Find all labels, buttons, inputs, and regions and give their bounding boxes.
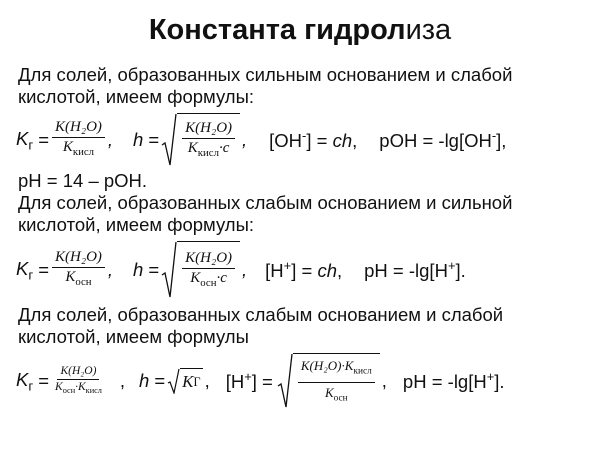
fraction-denominator: $K_{осн}\cdot K_{кисл}$ (55, 381, 102, 395)
sqrt-fraction (182, 120, 235, 162)
comma: , (381, 370, 387, 391)
oh-expression: [OH-] = ch, (269, 127, 358, 152)
sqrt-expression (161, 113, 240, 167)
equals-sign: = (38, 370, 50, 391)
kg-fraction (52, 249, 105, 291)
fraction-numerator: K(H₂O) (52, 249, 105, 268)
equals-sign: = (148, 259, 160, 280)
radical-sign-icon (161, 241, 177, 299)
h-symbol: h (133, 129, 144, 150)
section2-text-line1: Для солей, образованных слабым основанием и сильной (18, 192, 513, 213)
sqrt-expression (161, 241, 240, 299)
sqrt-fraction (298, 357, 375, 407)
comma: , (242, 259, 248, 280)
comma: , (107, 129, 114, 150)
poh-expression: pOH = -lg[OH-], (379, 127, 507, 152)
h-symbol: h (133, 259, 144, 280)
kg-fraction (52, 119, 105, 161)
sqrt-kg: K Г (167, 368, 202, 394)
slide-title (0, 12, 600, 48)
equals-sign: = (148, 129, 160, 150)
sqrt-numerator: K(H₂O) (182, 250, 235, 269)
title-bold-part: Константа гидрол (148, 14, 406, 46)
radical-sign-icon (277, 353, 293, 409)
equals-sign: = (38, 259, 50, 280)
ph-expression: pH = -lg[H+]. (364, 257, 466, 282)
comma: , (242, 129, 248, 150)
h-ion-expression: [H+] = (225, 368, 273, 393)
section2-text-line2: кислотой, имеем формулы: (18, 214, 255, 235)
title-normal-part: иза (405, 14, 452, 46)
kg-fraction (52, 365, 105, 397)
section1-formula-row (16, 112, 506, 168)
h-ion-expression: [H+] = ch, (265, 257, 343, 282)
section1-text-line2: кислотой, имеем формулы: (18, 86, 255, 107)
radical-sign-icon (161, 113, 177, 167)
sqrt-numerator: K(H₂O) (182, 120, 235, 139)
kg-symbol: $K_г$ (16, 127, 34, 153)
sqrt-numerator: $K(H_2O)\cdot K_{кисл}$ (298, 357, 375, 382)
h-symbol: h (139, 370, 150, 391)
comma: , (107, 259, 114, 280)
section3-formula-row (16, 352, 505, 410)
sqrt-expression (277, 353, 380, 409)
ph-expression: pH = -lg[H+]. (402, 368, 505, 393)
kg-symbol: $K_г$ (16, 257, 34, 283)
fraction-denominator: $K_{осн}$ (65, 269, 92, 288)
fraction-numerator: K(H₂O) (52, 119, 105, 138)
sqrt-denominator: $K_{осн}\cdot c$ (190, 270, 227, 289)
section1-text-line1: Для солей, образованных сильным основанием и слабой (18, 64, 513, 85)
fraction-numerator: K(H₂O) (57, 365, 99, 380)
sqrt-denominator: $K_{осн}$ (324, 384, 348, 403)
kg-symbol: $K_г$ (16, 368, 34, 394)
section3-text-line2: кислотой, имеем формулы (18, 326, 249, 347)
equals-sign: = (154, 370, 166, 391)
section3-text-line1: Для солей, образованных слабым основанием и слабой (18, 304, 504, 325)
fraction-denominator: $K_{кисл}$ (62, 139, 95, 158)
comma: , (119, 370, 126, 391)
section2-formula-row (16, 240, 466, 300)
ph-line: pH = 14 – pOH. (18, 170, 148, 191)
equals-sign: = (38, 129, 50, 150)
sqrt-denominator: $K_{кисл}\cdot c$ (187, 140, 230, 159)
sqrt-fraction (182, 250, 235, 292)
comma: , (204, 370, 210, 391)
radical-sign-icon (167, 368, 180, 394)
